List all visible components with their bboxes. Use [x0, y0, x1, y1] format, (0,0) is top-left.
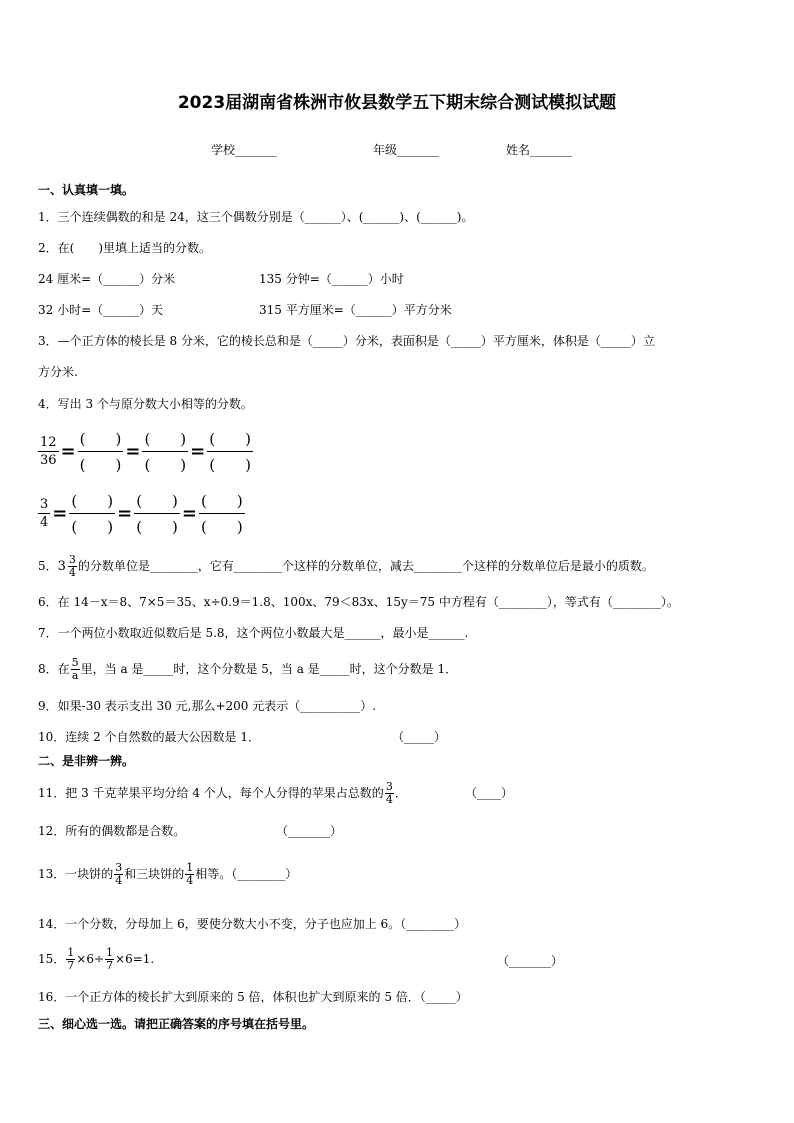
fraction: $\frac{1}{7}$ [67, 946, 75, 972]
question-15: 15． $\frac{1}{7}$ ×6÷ $\frac{1}{7}$ ×6=1. [38, 946, 155, 972]
question-6: 6．在 14－x＝8、7×5＝35、x÷0.9＝1.8、100x、79＜83x、15y＝75 中方程有（________），等式有（________）。 [38, 595, 679, 609]
question-3-line1: 3．—个正方体的棱长是 8 分米，它的棱长总和是（_____）分米，表面积是（_____）平方厘米，体积是（_____）立 [38, 334, 655, 348]
blank-fraction[interactable]: $\frac{( )}{( )}$ [144, 430, 187, 474]
question-2a: 24 厘米=（______）分米 [38, 272, 176, 286]
grade-field[interactable]: 年级_______ [373, 143, 440, 157]
question-12-answer[interactable]: （_______） [276, 824, 343, 838]
question-2c: 32 小时=（______）天 [38, 303, 164, 317]
question-7: 7．一个两位小数取近似数后是 5.8，这个两位小数最大是______，最小是______. [38, 626, 469, 640]
section-2-heading: 二、是非辨一辨。 [38, 754, 135, 768]
question-3-line2: 方分米. [38, 365, 78, 379]
question-12: 12．所有的偶数都是合数。 [38, 824, 186, 838]
blank-fraction[interactable]: $\frac{( )}{( )}$ [71, 492, 114, 536]
question-9: 9．如果-30 表示支出 30 元,那么+200 元表示（__________）. [38, 699, 377, 713]
mixed-number: 3 $\frac{3}{4}$ [57, 553, 76, 579]
question-2: 2．在( )里填上适当的分数。 [38, 241, 211, 255]
school-field[interactable]: 学校_______ [211, 143, 278, 157]
fraction: $\frac{3}{4}$ [115, 861, 123, 887]
blank-fraction[interactable]: $\frac{( )}{( )}$ [209, 430, 251, 474]
question-10: 10．连续 2 个自然数的最大公因数是 1． [38, 730, 260, 744]
blank-fraction[interactable]: $\frac{( )}{( )}$ [201, 492, 243, 536]
question-8: 8．在 $\frac{5}{a}$ 里，当 a 是_____时，这个分数是 5，当 a 是_____时，这个分数是 1． [38, 656, 458, 682]
fraction: $\frac{1}{4}$ [186, 861, 194, 887]
fraction: $\frac{1}{7}$ [106, 946, 114, 972]
question-11: 11．把 3 千克苹果平均分给 4 个人，每个人分得的苹果占总数的 $\frac{3}{4}$ ． [38, 780, 407, 806]
section-3-heading: 三、细心选一选。请把正确答案的序号填在括号里。 [38, 1017, 315, 1031]
question-1: 1．三个连续偶数的和是 24，这三个偶数分别是（______）、(______)、(______)。 [38, 210, 474, 224]
section-1-heading: 一、认真填一填。 [38, 183, 135, 197]
question-2b: 135 分钟=（______）小时 [259, 272, 404, 286]
blank-fraction[interactable]: $\frac{( )}{( )}$ [79, 430, 122, 474]
question-10-answer[interactable]: （_____） [392, 730, 447, 744]
page-title: 2023届湖南省株洲市攸县数学五下期末综合测试模拟试题 [177, 93, 617, 113]
blank-fraction[interactable]: $\frac{( )}{( )}$ [136, 492, 178, 536]
question-13: 13．一块饼的 $\frac{3}{4}$ 和三块饼的 $\frac{1}{4}$ 相等。（________） [38, 861, 298, 887]
question-15-answer[interactable]: （_______） [497, 954, 564, 968]
question-4-equation-1: $\frac{12}{36}$ = $\frac{( )}{( )}$ = $\frac{( )}{( )}$ = $\frac{( )}{( )}$ [40, 430, 251, 474]
question-5: 5． 3 $\frac{3}{4}$ 的分数单位是________，它有________个这样的分数单位，减去________个这样的分数单位后是最小的质数。 [38, 553, 654, 579]
question-4-equation-2: $\frac{3}{4}$ = $\frac{( )}{( )}$ = $\frac{( )}{( )}$ = $\frac{( )}{( )}$ [40, 492, 243, 536]
question-4: 4．写出 3 个与原分数大小相等的分数。 [38, 397, 253, 411]
question-16: 16．一个正方体的棱长扩大到原来的 5 倍，体积也扩大到原来的 5 倍．（_____） [38, 990, 468, 1004]
given-fraction: $\frac{3}{4}$ [40, 497, 49, 530]
question-11-answer[interactable]: （____） [465, 786, 514, 800]
fraction: $\frac{3}{4}$ [385, 780, 393, 806]
question-2d: 315 平方厘米=（______）平方分米 [259, 303, 452, 317]
question-14: 14．一个分数，分母加上 6，要使分数大小不变，分子也应加上 6。（________） [38, 917, 467, 931]
fraction: $\frac{5}{a}$ [71, 656, 79, 682]
given-fraction: $\frac{12}{36}$ [40, 435, 57, 468]
name-field[interactable]: 姓名_______ [506, 143, 573, 157]
